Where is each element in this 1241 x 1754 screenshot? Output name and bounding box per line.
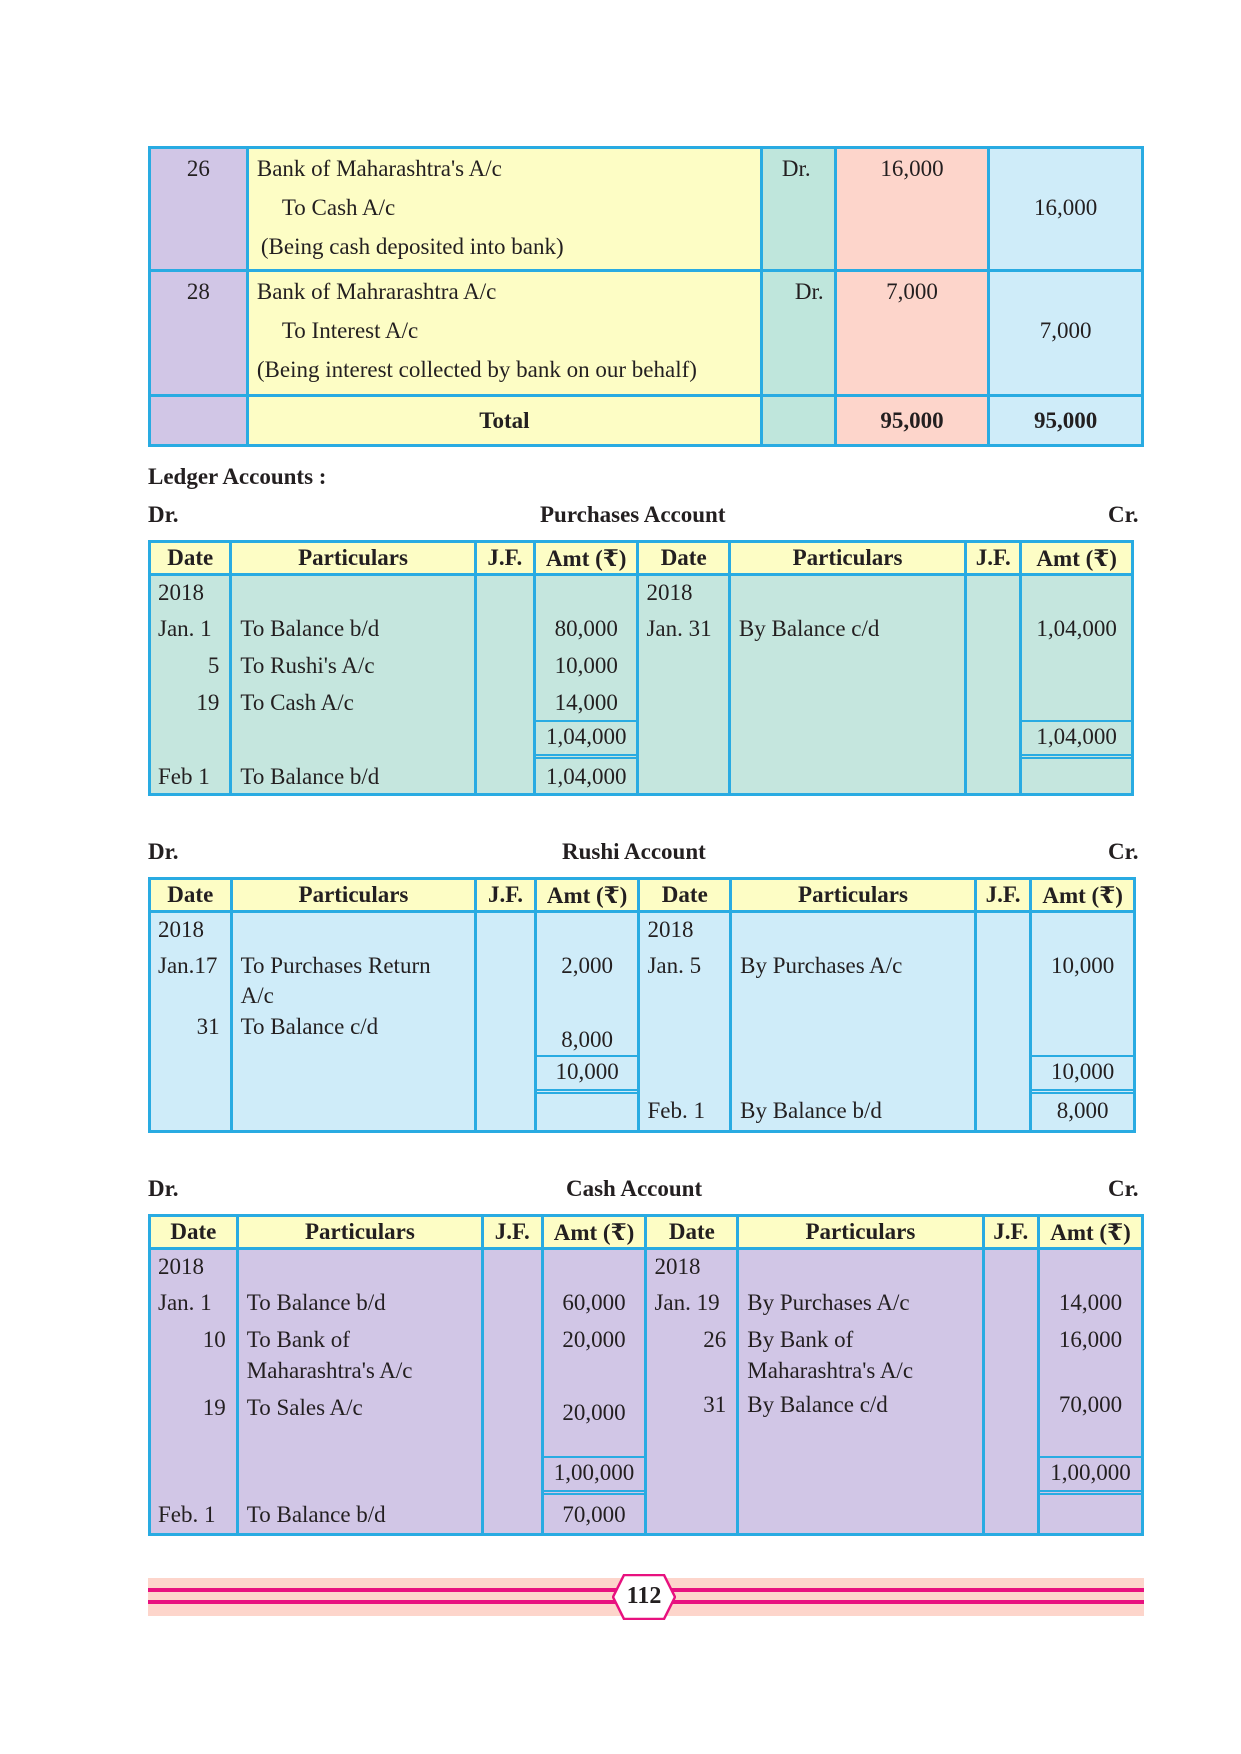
col-jf: J.F. — [983, 1216, 1039, 1249]
col-jf: J.F. — [966, 542, 1021, 575]
total-credit: 95,000 — [989, 396, 1143, 446]
ledger-header — [150, 542, 1133, 575]
dr-total: 10,000 — [537, 1055, 638, 1094]
credit-amount: 7,000 — [1039, 318, 1092, 343]
col-amt: Amt (₹) — [542, 1216, 646, 1249]
col-jf: J.F. — [476, 879, 535, 912]
dr-dates: 2018 Jan.17 31 — [150, 912, 232, 1132]
cr-label: Cr. — [1108, 1176, 1139, 1201]
dr-jf — [476, 912, 535, 1132]
col-date: Date — [639, 879, 731, 912]
col-date: Date — [638, 542, 729, 575]
dr-jf — [483, 1249, 543, 1535]
col-particulars: Particulars — [729, 542, 965, 575]
narration: (Being cash deposited into bank) — [260, 234, 564, 259]
cr-amounts: 10,000 10,000 8,000 — [1031, 912, 1135, 1132]
ledger-body — [150, 912, 1135, 1132]
cash-title: Cash Account — [566, 1176, 703, 1201]
col-date: Date — [150, 1216, 238, 1249]
narration: (Being interest collected by bank on our behalf) — [256, 357, 697, 382]
col-amt: Amt (₹) — [1021, 542, 1133, 575]
journal-credit — [989, 271, 1143, 396]
debit-account: Bank of Mahrarashtra A/c — [256, 279, 497, 304]
journal-table — [148, 146, 1144, 447]
dr-label: Dr. — [148, 839, 179, 864]
debit-amount: 16,000 — [880, 156, 944, 181]
cr-total: 1,00,000 — [1040, 1456, 1141, 1495]
cr-dates: 2018 Jan. 31 — [638, 575, 729, 795]
cr-jf — [966, 575, 1021, 795]
purchases-ledger — [148, 540, 1134, 796]
rushi-ledger — [148, 877, 1136, 1133]
dr-label: Dr. — [148, 502, 179, 527]
journal-total-row — [150, 396, 1143, 446]
dr-total: 1,00,000 — [544, 1456, 645, 1495]
journal-date — [150, 148, 248, 271]
col-jf: J.F. — [975, 879, 1030, 912]
journal-credit — [989, 148, 1143, 271]
col-particulars: Particulars — [231, 879, 476, 912]
journal-date-text: 26 — [186, 156, 210, 181]
ledger-body — [150, 575, 1133, 795]
dr-label: Dr. — [148, 1176, 179, 1201]
dr-jf — [475, 575, 534, 795]
journal-date-text: 28 — [186, 279, 210, 304]
cr-dates: 2018 Jan. 19 26 31 — [646, 1249, 738, 1535]
debit-amount: 7,000 — [886, 279, 938, 304]
purchases-title: Purchases Account — [540, 502, 726, 527]
col-particulars: Particulars — [237, 1216, 482, 1249]
journal-particulars — [247, 148, 811, 271]
ledger-header — [150, 879, 1135, 912]
col-amt: Amt (₹) — [1031, 879, 1135, 912]
col-jf: J.F. — [475, 542, 534, 575]
col-date: Date — [150, 542, 231, 575]
credit-account: To Interest A/c — [281, 318, 419, 343]
cr-total: 10,000 — [1032, 1055, 1133, 1094]
cr-particulars: By Purchases A/c By Balance b/d — [731, 912, 976, 1132]
page-number: 112 — [626, 1583, 662, 1609]
ledger-body — [150, 1249, 1143, 1535]
ledger-header — [150, 1216, 1143, 1249]
col-amt: Amt (₹) — [534, 542, 638, 575]
col-particulars: Particulars — [731, 879, 976, 912]
dr-particulars: To Balance b/d To Rushi's A/c To Cash A/c To Balance b/d — [231, 575, 475, 795]
col-particulars: Particulars — [738, 1216, 983, 1249]
col-jf: J.F. — [483, 1216, 543, 1249]
col-date: Date — [150, 879, 232, 912]
total-label: Total — [247, 396, 761, 446]
cr-label: Cr. — [1108, 839, 1139, 864]
journal-entry — [150, 271, 1143, 396]
col-particulars: Particulars — [231, 542, 475, 575]
journal-debit — [835, 148, 989, 271]
debit-account: Bank of Maharashtra's A/c — [256, 156, 502, 181]
page-number-badge — [612, 1574, 676, 1620]
dr-amounts: 80,000 10,000 14,000 1,04,000 1,04,000 — [534, 575, 638, 795]
journal-entry — [150, 148, 1143, 271]
cr-jf — [983, 1249, 1039, 1535]
ledger-heading: Ledger Accounts : — [148, 464, 327, 489]
journal-date — [150, 271, 248, 396]
dr-amounts: 60,000 20,000 20,000 1,00,000 70,000 — [542, 1249, 646, 1535]
cr-particulars: By Balance c/d — [729, 575, 965, 795]
rushi-title: Rushi Account — [562, 839, 706, 864]
col-amt: Amt (₹) — [535, 879, 639, 912]
dr-dates: 2018 Jan. 1 5 19 Feb 1 — [150, 575, 231, 795]
dr-mark: Dr. — [781, 156, 811, 181]
cr-particulars: By Purchases A/c By Bank of Maharashtra's A/c By Balance c/d — [738, 1249, 983, 1535]
cr-total: 1,04,000 — [1022, 720, 1131, 759]
dr-particulars: To Purchases Return A/c To Balance c/d — [231, 912, 476, 1132]
credit-amount: 16,000 — [1034, 195, 1098, 220]
dr-mark: Dr. — [794, 279, 824, 304]
dr-amounts: 2,000 8,000 10,000 — [535, 912, 639, 1132]
cr-jf — [975, 912, 1030, 1132]
cash-ledger — [148, 1214, 1144, 1536]
journal-debit — [835, 271, 989, 396]
credit-account: To Cash A/c — [281, 195, 396, 220]
dr-dates: 2018 Jan. 1 10 19 Feb. 1 — [150, 1249, 238, 1535]
cr-amounts: 1,04,000 1,04,000 — [1021, 575, 1133, 795]
dr-particulars: To Balance b/d To Bank of Maharashtra's A/c To Sales A/c To Balance b/d — [237, 1249, 482, 1535]
total-debit: 95,000 — [835, 396, 989, 446]
cr-label: Cr. — [1108, 502, 1139, 527]
journal-particulars — [247, 271, 824, 396]
cr-dates: 2018 Jan. 5 Feb. 1 — [639, 912, 731, 1132]
dr-total: 1,04,000 — [536, 720, 637, 759]
col-date: Date — [646, 1216, 738, 1249]
col-amt: Amt (₹) — [1039, 1216, 1143, 1249]
cr-amounts: 14,000 16,000 70,000 1,00,000 — [1039, 1249, 1143, 1535]
